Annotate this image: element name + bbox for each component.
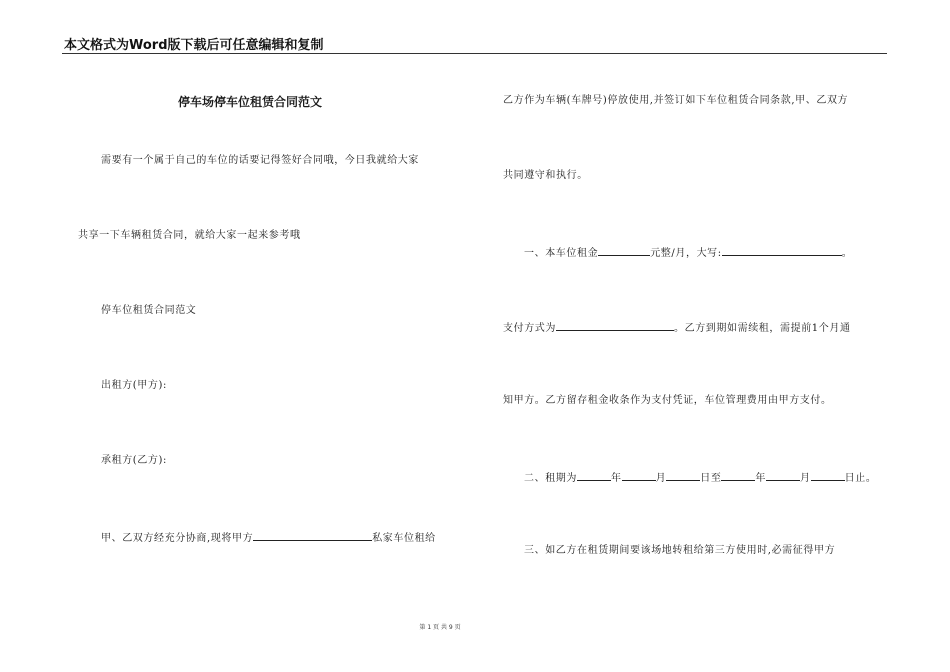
term-month-2: 月: [800, 473, 811, 484]
clause-intro-text-b: 私家车位租给: [372, 533, 436, 544]
payment-clause-line: [503, 320, 851, 335]
payment-text-a: 支付方式为: [503, 323, 556, 334]
end-year-blank: [721, 470, 755, 481]
start-month-blank: [622, 470, 656, 481]
term-label: 二、租期为: [524, 473, 577, 484]
end-day-blank: [811, 470, 845, 481]
intro-line-1: 需要有一个属于自己的车位的话要记得签好合同哦，今日我就给大家: [101, 155, 419, 166]
term-year-1: 年: [611, 473, 622, 484]
document-title: 停车场停车位租赁合同范文: [177, 95, 322, 109]
start-day-blank: [666, 470, 700, 481]
payment-text-b: 。乙方到期如需续租，需提前1个月通: [674, 323, 851, 334]
header-divider: [62, 53, 887, 54]
rent-amount-blank: [598, 245, 650, 256]
term-year-2: 年: [755, 473, 767, 484]
term-clause-line: [524, 470, 876, 485]
term-month-1: 月: [655, 473, 667, 484]
document-banner: 本文格式为Word版下载后可任意编辑和复制: [64, 38, 324, 53]
lessee-label: 承租方(乙方):: [101, 455, 167, 466]
paragraph-line-2: 共同遵守和执行。: [503, 170, 588, 181]
start-year-blank: [577, 470, 611, 481]
paragraph-line-1: 乙方作为车辆(车牌号)停放使用,并签订如下车位租赁合同条款,甲、乙双方: [503, 95, 849, 106]
end-month-blank: [766, 470, 800, 481]
contract-subtitle: 停车位租赁合同范文: [101, 305, 197, 316]
payment-method-blank: [556, 320, 674, 331]
sublease-clause-line: 三、如乙方在租赁期间要该场地转租给第三方使用时,必需征得甲方: [524, 545, 836, 556]
rent-written-blank: [722, 245, 842, 256]
rent-text-c: 。: [841, 248, 853, 259]
intro-line-2: 共享一下车辆租赁合同，就给大家一起来参考哦: [78, 230, 301, 241]
payment-line-2: 知甲方。乙方留存租金收条作为支付凭证，车位管理费用由甲方支付。: [503, 395, 832, 406]
rent-clause-line: [524, 245, 852, 260]
parking-location-blank: [253, 530, 372, 541]
rent-text-a: 一、本车位租金: [524, 248, 599, 259]
term-day-1: 日至: [700, 473, 722, 484]
clause-intro-text-a: 甲、乙双方经充分协商,现将甲方: [101, 533, 254, 544]
page-number: 第 1 页 共 9 页: [419, 624, 461, 631]
rent-text-b: 元整/月，大写:: [650, 248, 722, 259]
clause-intro-line: [101, 530, 436, 545]
term-day-2: 日止。: [844, 473, 877, 484]
lessor-label: 出租方(甲方):: [101, 380, 167, 391]
